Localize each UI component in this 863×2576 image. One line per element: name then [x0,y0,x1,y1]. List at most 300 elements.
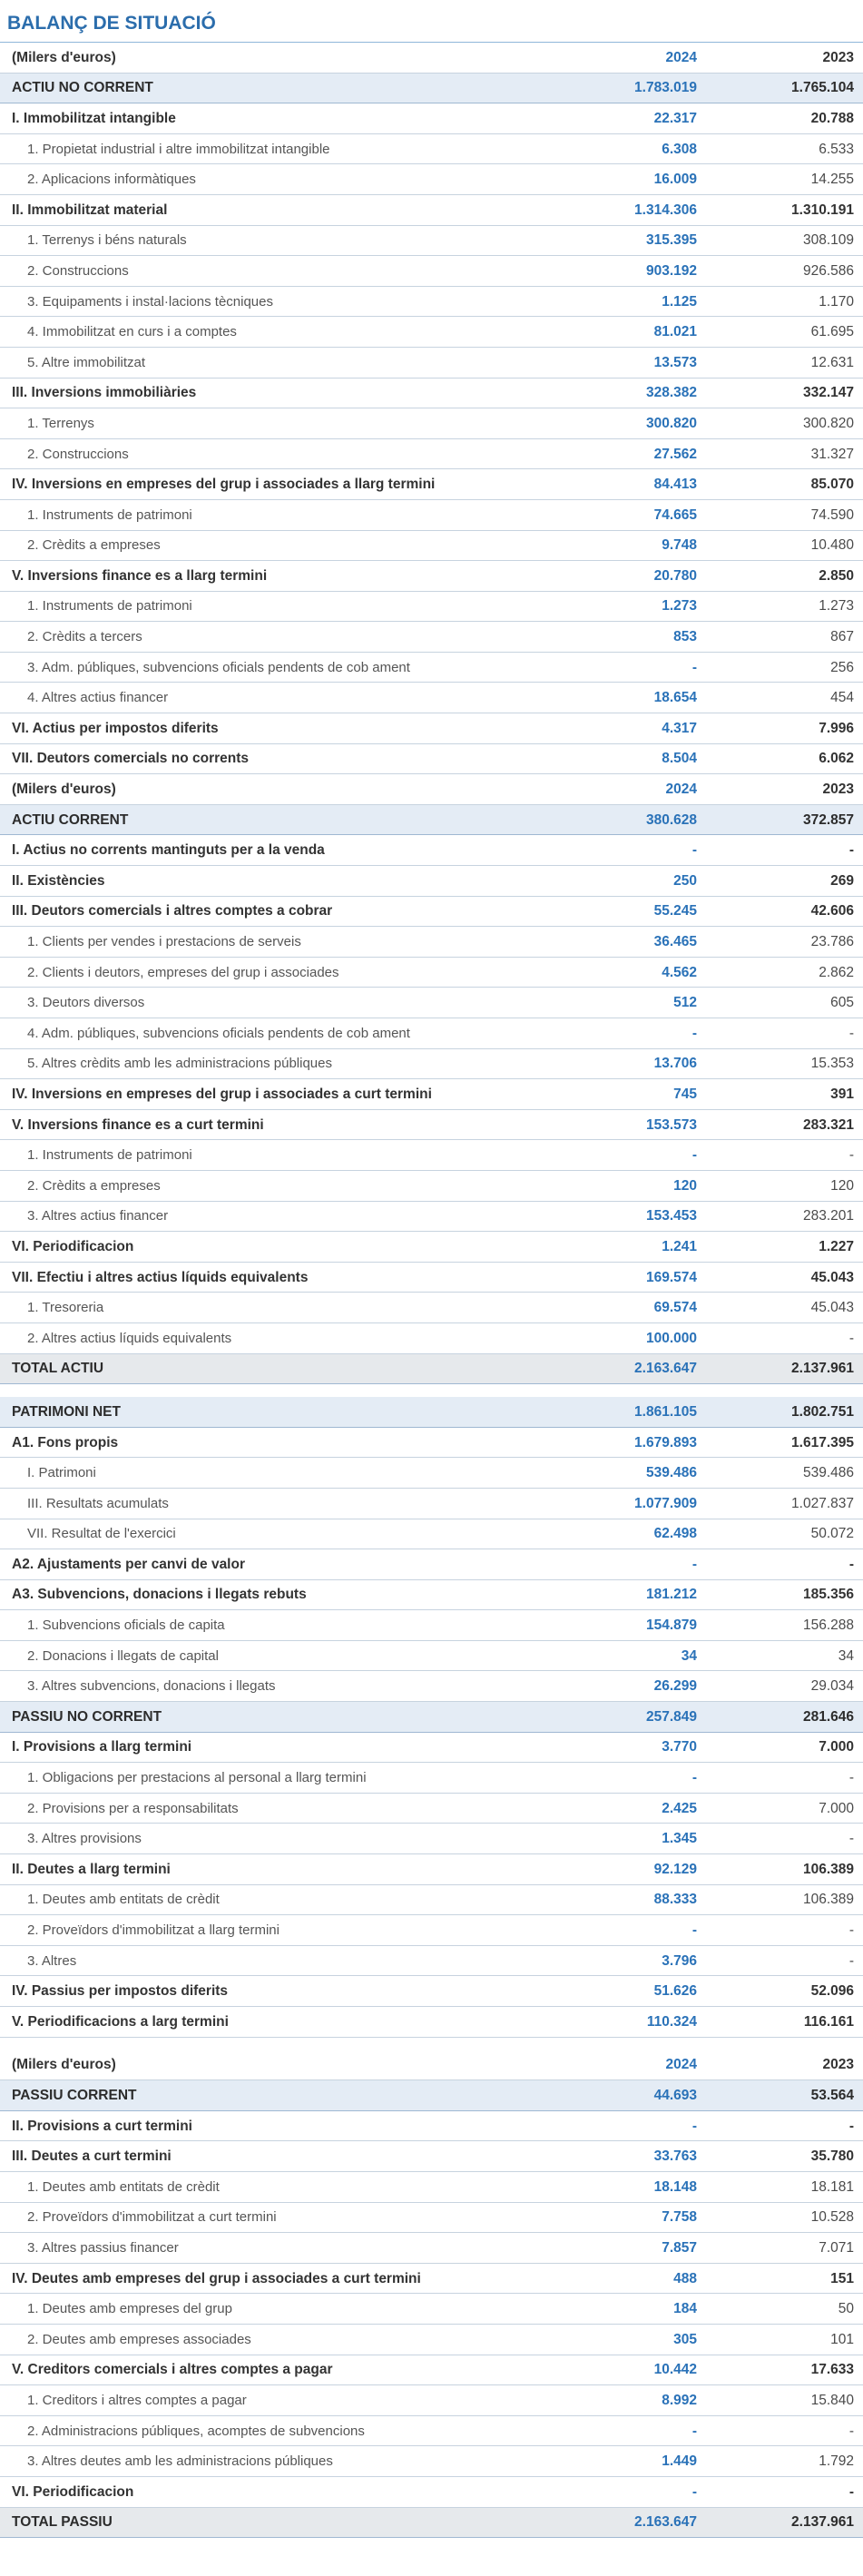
value-2023: 101 [713,2324,863,2355]
spacer-cell [0,2037,863,2050]
value-2024: - [559,1018,713,1049]
value-2024: 26.299 [559,1671,713,1702]
value-2024: 4.562 [559,957,713,988]
row-label: 1. Instruments de patrimoni [0,591,559,622]
value-2024: 120 [559,1170,713,1201]
section-row [0,1732,863,1763]
row-label: A1. Fons propis [0,1427,559,1458]
value-2024: 4.317 [559,713,713,744]
row-label: (Milers d'euros) [0,2050,559,2080]
section-row [0,2110,863,2141]
item-row [0,1293,863,1323]
row-label: PATRIMONI NET [0,1397,559,1427]
value-2023: 18.181 [713,2171,863,2202]
total-row [0,1353,863,1384]
row-label: I. Actius no corrents mantinguts per a la venda [0,835,559,866]
value-2023: 116.161 [713,2007,863,2038]
row-label: VI. Periodificacion [0,2476,559,2507]
value-2023: 34 [713,1640,863,1671]
item-row [0,225,863,256]
value-2023: 45.043 [713,1293,863,1323]
value-2024: - [559,2415,713,2446]
value-2023: 106.389 [713,1854,863,1885]
section-row [0,896,863,927]
value-2023: 53.564 [713,2080,863,2111]
value-2024: 8.504 [559,743,713,774]
row-label: 3. Adm. públiques, subvencions oficials pendents de cob ament [0,652,559,683]
value-2023: 6.062 [713,743,863,774]
balance-sheet-table [0,43,863,2538]
value-2024: 1.273 [559,591,713,622]
row-label: IV. Inversions en empreses del grup i associades a llarg termini [0,469,559,500]
value-2024: 488 [559,2263,713,2294]
row-label: IV. Deutes amb empreses del grup i associades a curt termini [0,2263,559,2294]
value-2024: 81.021 [559,317,713,348]
value-2023: - [713,1915,863,1946]
item-row [0,957,863,988]
item-row [0,1488,863,1519]
value-2024: 7.857 [559,2233,713,2264]
value-2024: 380.628 [559,804,713,835]
value-2023: 1.027.837 [713,1488,863,1519]
item-row [0,1884,863,1915]
row-label: (Milers d'euros) [0,43,559,73]
section-row [0,194,863,225]
value-2024: 2024 [559,2050,713,2080]
value-2023: 1.310.191 [713,194,863,225]
item-row [0,2385,863,2416]
value-2023: 23.786 [713,927,863,958]
value-2023: 10.480 [713,530,863,561]
value-2023: 2.862 [713,957,863,988]
value-2023: 7.071 [713,2233,863,2264]
section-row [0,2355,863,2385]
value-2024: 7.758 [559,2202,713,2233]
value-2023: 7.000 [713,1793,863,1824]
row-label: IV. Inversions en empreses del grup i associades a curt termini [0,1079,559,1110]
page-title: BALANÇ DE SITUACIÓ [7,13,216,34]
value-2023: - [713,1549,863,1580]
row-label: 1. Deutes amb entitats de crèdit [0,2171,559,2202]
section-row [0,2476,863,2507]
value-2023: 50.072 [713,1519,863,1549]
value-2024: 1.125 [559,286,713,317]
section-row [0,713,863,744]
row-label: V. Inversions finance es a llarg termini [0,561,559,592]
item-row [0,652,863,683]
item-row [0,927,863,958]
section-row [0,743,863,774]
item-row [0,622,863,653]
value-2024: 1.314.306 [559,194,713,225]
value-2023: 300.820 [713,408,863,439]
value-2023: 283.321 [713,1109,863,1140]
row-label: ACTIU NO CORRENT [0,73,559,103]
value-2024: 69.574 [559,1293,713,1323]
value-2023: 15.353 [713,1048,863,1079]
value-2023: 2023 [713,43,863,73]
value-2024: 18.148 [559,2171,713,2202]
value-2024: 903.192 [559,256,713,287]
item-row [0,256,863,287]
row-label: II. Existències [0,866,559,897]
total-row [0,2507,863,2538]
value-2023: 52.096 [713,1976,863,2007]
value-2023: 1.170 [713,286,863,317]
section-row [0,2263,863,2294]
item-row [0,347,863,378]
row-label: PASSIU CORRENT [0,2080,559,2111]
section-row [0,866,863,897]
row-label: I. Immobilitzat intangible [0,103,559,134]
section-row [0,2007,863,2038]
value-2023: 120 [713,1170,863,1201]
value-2024: 184 [559,2294,713,2325]
item-row [0,1170,863,1201]
item-row [0,1763,863,1794]
value-2024: 1.861.105 [559,1397,713,1427]
value-2023: 10.528 [713,2202,863,2233]
value-2023: 85.070 [713,469,863,500]
section-row [0,1549,863,1580]
value-2024: 305 [559,2324,713,2355]
row-label: III. Resultats acumulats [0,1488,559,1519]
row-label: TOTAL ACTIU [0,1353,559,1384]
column-header-row [0,43,863,73]
item-row [0,2294,863,2325]
value-2024: 2024 [559,43,713,73]
row-label: 4. Immobilitzat en curs i a comptes [0,317,559,348]
section-row [0,2141,863,2172]
row-label: 3. Altres deutes amb les administracions públiques [0,2446,559,2477]
value-2023: - [713,1018,863,1049]
value-2024: 100.000 [559,1322,713,1353]
value-2023: 185.356 [713,1579,863,1610]
row-label: II. Immobilitzat material [0,194,559,225]
value-2023: 50 [713,2294,863,2325]
value-2023: 1.802.751 [713,1397,863,1427]
spacer-row [0,1384,863,1398]
value-2024: 1.783.019 [559,73,713,103]
value-2023: - [713,1763,863,1794]
row-label: 1. Clients per vendes i prestacions de serveis [0,927,559,958]
value-2023: 14.255 [713,164,863,195]
value-2023: 867 [713,622,863,653]
value-2024: - [559,1549,713,1580]
row-label: V. Inversions finance es a curt termini [0,1109,559,1140]
section-row [0,1262,863,1293]
item-row [0,2233,863,2264]
item-row [0,499,863,530]
row-label: 2. Proveïdors d'immobilitzat a curt termini [0,2202,559,2233]
row-label: 2. Construccions [0,256,559,287]
value-2023: 2.137.961 [713,2507,863,2538]
value-2023: 256 [713,652,863,683]
value-2024: 2.425 [559,1793,713,1824]
value-2023: 45.043 [713,1262,863,1293]
row-label: PASSIU NO CORRENT [0,1702,559,1733]
row-label: 2. Crèdits a tercers [0,622,559,653]
group-row [0,1397,863,1427]
row-label: 1. Instruments de patrimoni [0,499,559,530]
item-row [0,1018,863,1049]
row-label: 3. Altres actius financer [0,1201,559,1232]
group-row [0,1702,863,1733]
row-label: (Milers d'euros) [0,774,559,805]
value-2023: - [713,2415,863,2446]
value-2024: 257.849 [559,1702,713,1733]
item-row [0,1610,863,1641]
spacer-cell [0,1384,863,1398]
item-row [0,2415,863,2446]
value-2024: 3.796 [559,1945,713,1976]
value-2024: 512 [559,988,713,1018]
item-row [0,1640,863,1671]
value-2023: 308.109 [713,225,863,256]
value-2023: 1.617.395 [713,1427,863,1458]
value-2023: 156.288 [713,1610,863,1641]
row-label: 2. Deutes amb empreses associades [0,2324,559,2355]
row-label: 2. Altres actius líquids equivalents [0,1322,559,1353]
value-2024: 10.442 [559,2355,713,2385]
column-header-row [0,2050,863,2080]
row-label: 2. Provisions per a responsabilitats [0,1793,559,1824]
row-label: 2. Construccions [0,438,559,469]
value-2024: 51.626 [559,1976,713,2007]
value-2023: - [713,1945,863,1976]
value-2024: 1.679.893 [559,1427,713,1458]
item-row [0,530,863,561]
row-label: V. Creditors comercials i altres comptes a pagar [0,2355,559,2385]
row-label: 3. Deutors diversos [0,988,559,1018]
value-2024: 3.770 [559,1732,713,1763]
row-label: III. Deutors comercials i altres comptes a cobrar [0,896,559,927]
item-row [0,2324,863,2355]
item-row [0,988,863,1018]
value-2023: 20.788 [713,103,863,134]
row-label: A3. Subvencions, donacions i llegats rebuts [0,1579,559,1610]
row-label: 5. Altres crèdits amb les administracions públiques [0,1048,559,1079]
row-label: 2. Clients i deutors, empreses del grup i associades [0,957,559,988]
value-2023: 2023 [713,2050,863,2080]
value-2023: 2.137.961 [713,1353,863,1384]
row-label: 1. Terrenys i béns naturals [0,225,559,256]
value-2024: 110.324 [559,2007,713,2038]
row-label: 5. Altre immobilitzat [0,347,559,378]
balance-sheet-rows [0,43,863,2538]
value-2024: 6.308 [559,133,713,164]
row-label: VII. Resultat de l'exercici [0,1519,559,1549]
row-label: I. Provisions a llarg termini [0,1732,559,1763]
value-2024: - [559,2110,713,2141]
value-2024: 16.009 [559,164,713,195]
row-label: 2. Donacions i llegats de capital [0,1640,559,1671]
value-2024: 169.574 [559,1262,713,1293]
value-2024: 300.820 [559,408,713,439]
row-label: 4. Altres actius financer [0,683,559,713]
section-row [0,561,863,592]
value-2023: 1.273 [713,591,863,622]
item-row [0,1140,863,1171]
value-2024: 539.486 [559,1458,713,1489]
row-label: 2. Administracions públiques, acomptes de subvencions [0,2415,559,2446]
value-2023: - [713,1140,863,1171]
value-2024: 2.163.647 [559,2507,713,2538]
value-2024: 36.465 [559,927,713,958]
row-label: 1. Terrenys [0,408,559,439]
value-2023: 2023 [713,774,863,805]
value-2023: 31.327 [713,438,863,469]
value-2023: 106.389 [713,1884,863,1915]
value-2024: 1.241 [559,1232,713,1263]
row-label: 1. Deutes amb entitats de crèdit [0,1884,559,1915]
row-label: III. Inversions immobiliàries [0,378,559,408]
item-row [0,286,863,317]
row-label: VI. Periodificacion [0,1232,559,1263]
section-row [0,1109,863,1140]
item-row [0,1793,863,1824]
value-2024: 55.245 [559,896,713,927]
value-2024: 13.706 [559,1048,713,1079]
row-label: 3. Altres subvencions, donacions i llegats [0,1671,559,1702]
row-label: IV. Passius per impostos diferits [0,1976,559,2007]
value-2024: 22.317 [559,103,713,134]
section-row [0,1232,863,1263]
row-label: ACTIU CORRENT [0,804,559,835]
section-row [0,378,863,408]
value-2023: 391 [713,1079,863,1110]
row-label: TOTAL PASSIU [0,2507,559,2538]
item-row [0,1945,863,1976]
section-row [0,835,863,866]
row-label: 3. Altres passius financer [0,2233,559,2264]
value-2023: 7.996 [713,713,863,744]
value-2024: 34 [559,1640,713,1671]
section-row [0,1427,863,1458]
value-2023: 6.533 [713,133,863,164]
row-label: A2. Ajustaments per canvi de valor [0,1549,559,1580]
section-row [0,1976,863,2007]
value-2023: 1.765.104 [713,73,863,103]
value-2024: 18.654 [559,683,713,713]
row-label: VII. Deutors comercials no corrents [0,743,559,774]
row-label: 2. Aplicacions informàtiques [0,164,559,195]
value-2024: 1.449 [559,2446,713,2477]
value-2023: 605 [713,988,863,1018]
item-row [0,1519,863,1549]
value-2023: 269 [713,866,863,897]
row-label: II. Deutes a llarg termini [0,1854,559,1885]
value-2024: 84.413 [559,469,713,500]
value-2024: 33.763 [559,2141,713,2172]
value-2024: 27.562 [559,438,713,469]
item-row [0,1671,863,1702]
item-row [0,2171,863,2202]
row-label: VI. Actius per impostos diferits [0,713,559,744]
item-row [0,1824,863,1854]
item-row [0,317,863,348]
row-label: I. Patrimoni [0,1458,559,1489]
item-row [0,1201,863,1232]
group-row [0,804,863,835]
value-2023: - [713,835,863,866]
value-2024: 153.453 [559,1201,713,1232]
row-label: 1. Deutes amb empreses del grup [0,2294,559,2325]
value-2024: 74.665 [559,499,713,530]
value-2023: - [713,1824,863,1854]
value-2024: 1.077.909 [559,1488,713,1519]
item-row [0,591,863,622]
value-2024: 153.573 [559,1109,713,1140]
row-label: 1. Propietat industrial i altre immobilitzat intangible [0,133,559,164]
row-label: 2. Crèdits a empreses [0,1170,559,1201]
row-label: 1. Subvencions oficials de capita [0,1610,559,1641]
value-2023: 372.857 [713,804,863,835]
value-2024: 853 [559,622,713,653]
item-row [0,2202,863,2233]
value-2024: 20.780 [559,561,713,592]
value-2023: 61.695 [713,317,863,348]
value-2024: 13.573 [559,347,713,378]
value-2023: 42.606 [713,896,863,927]
value-2024: 44.693 [559,2080,713,2111]
row-label: 4. Adm. públiques, subvencions oficials pendents de cob ament [0,1018,559,1049]
item-row [0,1322,863,1353]
value-2023: - [713,2476,863,2507]
item-row [0,1915,863,1946]
value-2023: - [713,2110,863,2141]
value-2023: 12.631 [713,347,863,378]
value-2024: 9.748 [559,530,713,561]
value-2024: 745 [559,1079,713,1110]
value-2023: - [713,1322,863,1353]
value-2024: 328.382 [559,378,713,408]
section-row [0,1079,863,1110]
value-2024: - [559,1915,713,1946]
value-2023: 7.000 [713,1732,863,1763]
value-2024: - [559,652,713,683]
value-2023: 332.147 [713,378,863,408]
value-2023: 15.840 [713,2385,863,2416]
column-header-row [0,774,863,805]
value-2023: 2.850 [713,561,863,592]
value-2024: 62.498 [559,1519,713,1549]
value-2024: 2.163.647 [559,1353,713,1384]
value-2024: 8.992 [559,2385,713,2416]
row-label: 2. Proveïdors d'immobilitzat a llarg termini [0,1915,559,1946]
item-row [0,408,863,439]
row-label: 3. Altres [0,1945,559,1976]
value-2023: 1.227 [713,1232,863,1263]
value-2023: 29.034 [713,1671,863,1702]
value-2024: 2024 [559,774,713,805]
value-2023: 35.780 [713,2141,863,2172]
value-2024: 92.129 [559,1854,713,1885]
item-row [0,164,863,195]
value-2023: 454 [713,683,863,713]
value-2024: 154.879 [559,1610,713,1641]
row-label: 1. Obligacions per prestacions al personal a llarg termini [0,1763,559,1794]
value-2024: 181.212 [559,1579,713,1610]
value-2023: 283.201 [713,1201,863,1232]
item-row [0,1458,863,1489]
group-row [0,73,863,103]
value-2024: 250 [559,866,713,897]
row-label: II. Provisions a curt termini [0,2110,559,2141]
section-row [0,103,863,134]
section-row [0,1854,863,1885]
item-row [0,438,863,469]
